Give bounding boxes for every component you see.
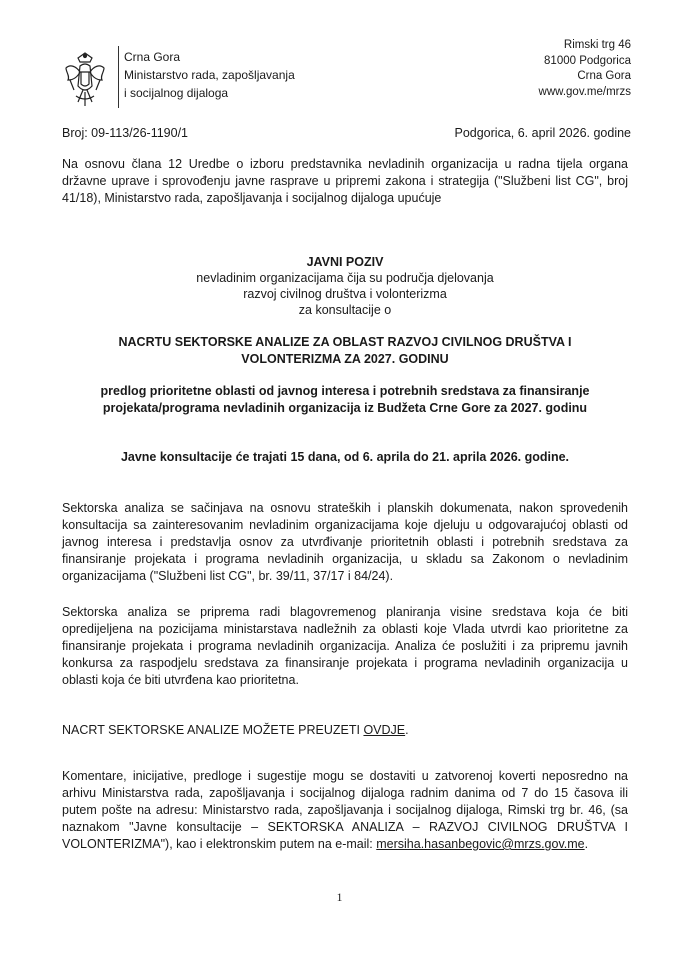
document-date: Podgorica, 6. april 2026. godine	[454, 126, 631, 140]
download-suffix: .	[405, 723, 409, 737]
address-website: www.gov.me/mrzs	[538, 85, 631, 98]
intro-paragraph: Na osnovu člana 12 Uredbe o izboru predstavnika nevladinih organizacija u radna tijela organa državne uprave i sprovođenju javne rasprave u pripremi zakona i strategija ("Službeni list CG", broj 41/18), Ministarstvo rada, zapošljavanja i socijalnog dijaloga upućuje	[62, 157, 628, 205]
reference-number: Broj: 09-113/26-1190/1	[62, 126, 189, 140]
proposal-line-1: predlog prioritetne oblasti od javnog interesa i potrebnih sredstava za finansiranje	[100, 384, 590, 398]
comments-paragraph	[62, 768, 628, 853]
institution-block	[124, 48, 295, 102]
call-title: JAVNI POZIV	[306, 255, 384, 269]
download-line	[62, 722, 628, 739]
consultation-duration: Javne konsultacije će trajati 15 dana, od 6. aprila do 21. aprila 2026. godine.	[120, 450, 570, 464]
draft-title-line-1: NACRTU SEKTORSKE ANALIZE ZA OBLAST RAZVOJ CIVILNOG DRUŠTVA I	[118, 335, 572, 349]
draft-title-line-2: VOLONTERIZMA ZA 2027. GODINU	[241, 352, 449, 366]
call-line-1: nevladinim organizacijama čija su područja djelovanja	[196, 271, 494, 285]
ministry-name-line1: Ministarstvo rada, zapošljavanja	[124, 68, 295, 82]
ministry-name-line2: i socijalnog dijaloga	[124, 86, 229, 100]
call-line-2: razvoj civilnog društva i volonterizma	[243, 287, 447, 301]
paragraph-sector-analysis: Sektorska analiza se sačinjava na osnovu strateških i planskih dokumenata, nakon sprovedenih konsultacija sa zainteresovanim nevladinim organizacijama koje djeluju u odgovarajućoj oblasti od javnog interesa i predstavlja osnov za utvrđivanje prioritetnih oblasti i potrebnih sredstava za finansiranje projekata i programa nevladinih organizacija, u skladu sa Zakonom o nevladinim organizacijama ("Službeni list CG", br. 39/11, 37/17 i 84/24).	[62, 501, 628, 583]
call-line-3: za konsultacije o	[298, 303, 392, 317]
email-link[interactable]: mersiha.hasanbegovic@mrzs.gov.me	[376, 837, 585, 851]
comments-suffix: .	[584, 837, 589, 851]
address-country: Crna Gora	[577, 70, 631, 82]
address-city: 81000 Podgorica	[544, 54, 631, 67]
country-name: Crna Gora	[124, 50, 181, 64]
download-text: NACRT SEKTORSKE ANALIZE MOŽETE PREUZETI	[62, 723, 364, 737]
download-link[interactable]: OVDJE	[363, 723, 406, 737]
header-divider	[118, 46, 119, 108]
proposal-line-2: projekata/programa nevladinih organizacija iz Budžeta Crne Gore za 2027. godinu	[102, 401, 588, 415]
coat-of-arms-icon	[60, 50, 110, 110]
comments-text: Komentare, inicijative, predloge i sugestije mogu se dostaviti u zatvorenoj koverti neposredno na arhivu Ministarstva rada, zapošljavanja i socijalnog dijaloga radnim danima od 7 do 15 časova ili putem pošte na adresu: Ministarstvo rada, zapošljavanja i socijalnog dijaloga, Rimski trg br. 46, (sa naznakom "Javne konsultacije – SEKTORSKA ANALIZA – RAZVOJ CIVILNOG DRUŠTVA I VOLONTERIZMA"), kao i elektronskim putem na e-mail:	[62, 769, 628, 851]
paragraph-planning: Sektorska analiza se priprema radi blagovremenog planiranja visine sredstava koja će biti opredijeljena na pozicijama ministarstava nadležnih za oblasti koje Vlada utvrdi kao prioritetne za finansiranje projekata i programa nevladinih organizacija. Analiza će poslužiti i za pripremu javnih konkursa za raspodjelu sredstava za finansiranje projekata i programa nevladinih organizacija u oblasti koja će biti utvrđena kao prioritetna.	[62, 605, 628, 687]
address-street: Rimski trg 46	[563, 39, 631, 51]
page-number: 1	[336, 890, 343, 904]
address-block	[539, 38, 631, 100]
